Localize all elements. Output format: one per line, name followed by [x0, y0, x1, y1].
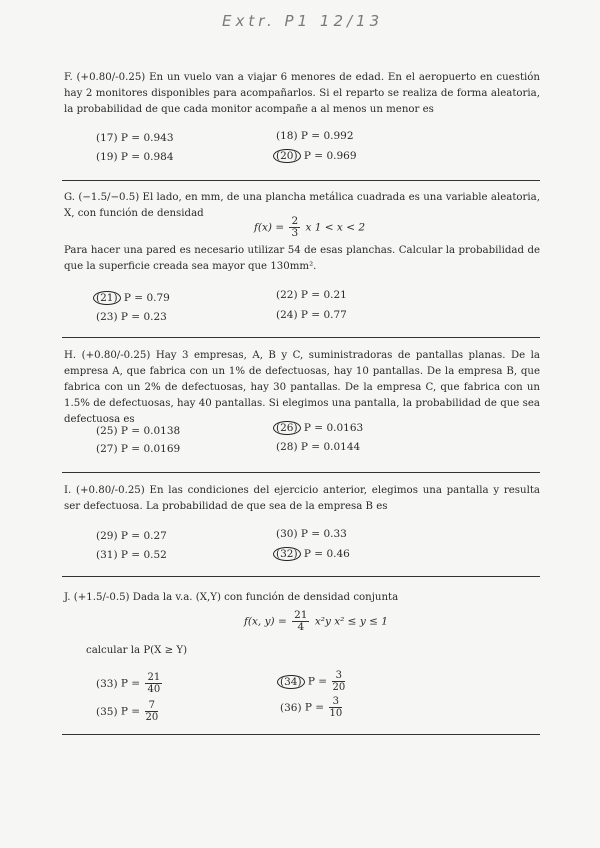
option-26-selected: (26) P = 0.0163	[276, 421, 363, 435]
option-20-selected: (20) P = 0.969	[276, 149, 357, 163]
question-i-text: I. (+0.80/-0.25) En las condiciones del ejercicio anterior, elegimos una pantalla y resulta ser defectuosa. La probabilidad de que sea de la empresa B es	[64, 485, 540, 512]
option-28: (28) P = 0.0144	[276, 441, 361, 453]
density-formula-j: f(x, y) = $\frac{21}{4}$ x²y x² ≤ y ≤ 1	[244, 609, 388, 633]
option-35: (35) P = $\frac{7}{20}$	[96, 700, 159, 723]
option-27: (27) P = 0.0169	[96, 443, 181, 455]
handwritten-header: Extr. P1 12/13	[222, 12, 384, 30]
question-f-text: F. (+0.80/-0.25) En un vuelo van a viajar 6 menores de edad. En el aeropuerto en cuestión hay 2 monitores disponibles para acompañarlos. Si el reparto se realiza de forma aleatoria, la probabilidad de que cada monitor acompañe a al menos un menor es	[64, 72, 540, 115]
option-30: (30) P = 0.33	[276, 528, 347, 540]
circle-mark: (21)	[93, 291, 121, 305]
option-34-selected: (34) P = $\frac{3}{20}$	[280, 670, 347, 693]
option-24: (24) P = 0.77	[276, 309, 347, 321]
question-g-text2: Para hacer una pared es necesario utilizar 54 de esas planchas. Calcular la probabilidad de que la superficie creada sea mayor que 130mm².	[64, 245, 540, 272]
option-29: (29) P = 0.27	[96, 530, 167, 542]
question-j-text: J. (+1.5/-0.5) Dada la v.a. (X,Y) con función de densidad conjunta	[64, 592, 399, 603]
density-formula-g: f(x) = $\frac{2}{3}$ x 1 < x < 2	[254, 215, 366, 239]
option-32-selected: (32) P = 0.46	[276, 547, 350, 561]
circle-mark: (26)	[273, 421, 301, 435]
circle-mark: (20)	[273, 149, 301, 163]
divider	[62, 472, 540, 473]
option-22: (22) P = 0.21	[276, 289, 347, 301]
option-21-selected: (21) P = 0.79	[96, 291, 170, 305]
option-25: (25) P = 0.0138	[96, 425, 181, 437]
option-17: (17) P = 0.943	[96, 132, 174, 144]
option-19: (19) P = 0.984	[96, 151, 174, 163]
question-j-text2: calcular la P(X ≥ Y)	[86, 645, 188, 656]
divider	[62, 576, 540, 577]
option-31: (31) P = 0.52	[96, 549, 167, 561]
divider	[62, 180, 540, 181]
divider	[62, 337, 540, 338]
option-18: (18) P = 0.992	[276, 130, 354, 142]
option-23: (23) P = 0.23	[96, 311, 167, 323]
option-33: (33) P = $\frac{21}{40}$	[96, 672, 161, 695]
circle-mark: (34)	[277, 675, 305, 689]
question-h-text: H. (+0.80/-0.25) Hay 3 empresas, A, B y C, suministradoras de pantallas planas. De la empresa A, que fabrica con un 1% de defectuosas, hay 10 pantallas. De la empresa B, que fabrica con un 2% de defectuosas, hay 30 pantallas. De la empresa C, que fabrica con un 1.5% de defectuosas, hay 40 pantallas. Si elegimos una pantalla, la probabilidad de que sea defectuosa es	[64, 350, 540, 425]
divider	[62, 734, 540, 735]
option-36: (36) P = $\frac{3}{10}$	[280, 696, 343, 719]
circle-mark: (32)	[273, 547, 301, 561]
question-g-text: G. (−1.5/−0.5) El lado, en mm, de una plancha metálica cuadrada es una variable aleatoria, X, con función de densidad	[64, 192, 540, 219]
